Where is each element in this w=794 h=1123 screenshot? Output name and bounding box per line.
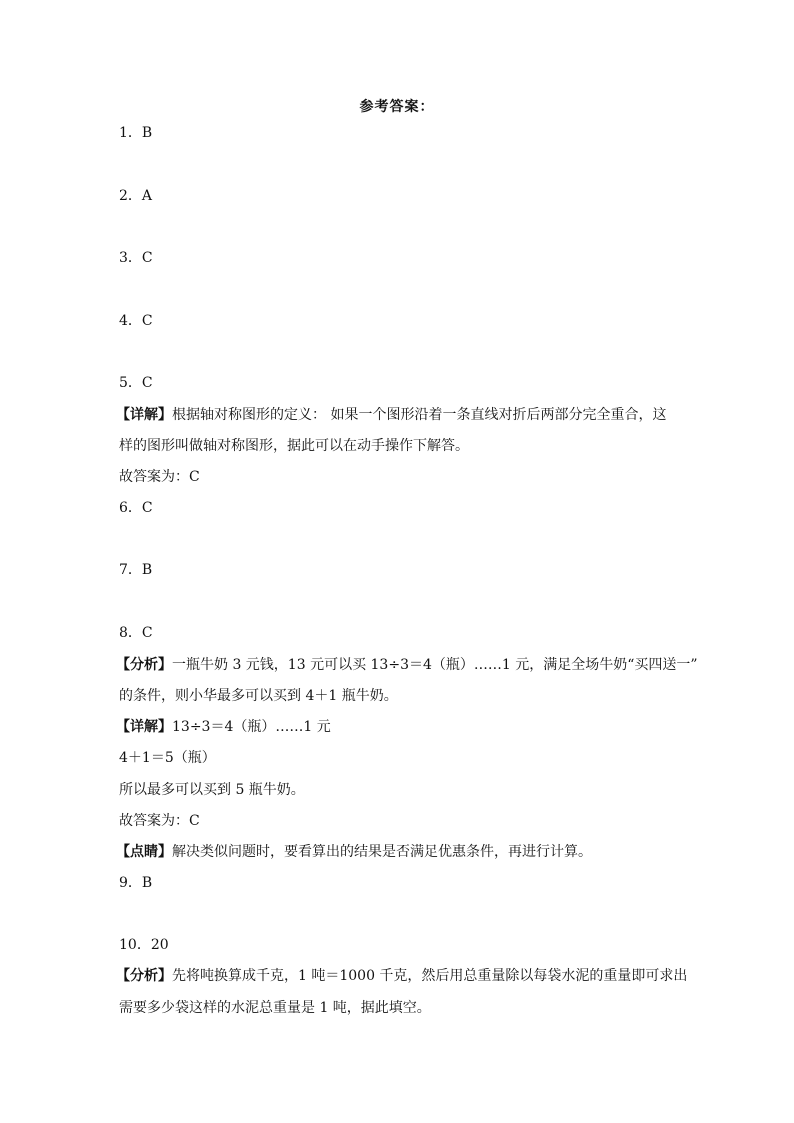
analysis-text: 先将吨换算成千克，1 吨＝1000 千克，然后用总重量除以每袋水泥的重量即可求出 xyxy=(172,968,688,984)
answer-8-detail-line-3: 所以最多可以买到 5 瓶牛奶。 xyxy=(119,782,305,798)
answer-8-detail-line-1 xyxy=(116,717,331,737)
analysis-text: 一瓶牛奶 3 元钱，13 元可以买 13÷3＝4（瓶）……1 元，满足全场牛奶“买四送一” xyxy=(172,657,698,673)
answer-5-detail-line-2: 样的图形叫做轴对称图形，据此可以在动手操作下解答。 xyxy=(119,438,469,454)
answer-5-conclusion: 故答案为：C xyxy=(119,469,200,485)
answer-9: 9．B xyxy=(119,875,153,891)
analysis-tag: 【分析】 xyxy=(116,968,172,984)
answer-5-detail-line-1 xyxy=(116,405,666,425)
tip-text: 解决类似问题时，要看算出的结果是否满足优惠条件，再进行计算。 xyxy=(172,844,592,860)
answer-5: 5．C xyxy=(119,375,153,391)
answer-8-analysis-line-2: 的条件，则小华最多可以买到 4＋1 瓶牛奶。 xyxy=(119,688,398,704)
detail-text: 13÷3＝4（瓶）……1 元 xyxy=(172,719,331,735)
answer-2: 2．A xyxy=(119,188,153,204)
answer-8-analysis-line-1 xyxy=(116,655,698,675)
answer-3: 3．C xyxy=(119,250,153,266)
answer-6: 6．C xyxy=(119,500,153,516)
answer-8: 8．C xyxy=(119,625,153,641)
answer-10: 10．20 xyxy=(119,937,169,953)
answer-8-tip xyxy=(116,842,592,862)
answer-1: 1．B xyxy=(119,125,153,141)
tip-tag: 【点睛】 xyxy=(116,844,172,860)
detail-tag: 【详解】 xyxy=(116,407,172,423)
answer-7: 7．B xyxy=(119,562,153,578)
analysis-tag: 【分析】 xyxy=(116,657,172,673)
answer-8-conclusion: 故答案为：C xyxy=(119,813,200,829)
detail-text: 根据轴对称图形的定义： 如果一个图形沿着一条直线对折后两部分完全重合，这 xyxy=(172,407,667,423)
answer-8-detail-line-2: 4＋1＝5（瓶） xyxy=(119,750,216,766)
page-title: 参考答案： xyxy=(359,99,435,115)
answer-4: 4．C xyxy=(119,313,153,329)
answer-10-analysis-line-1 xyxy=(116,966,687,986)
detail-tag: 【详解】 xyxy=(116,719,172,735)
answer-10-analysis-line-2: 需要多少袋这样的水泥总重量是 1 吨，据此填空。 xyxy=(119,1000,431,1016)
